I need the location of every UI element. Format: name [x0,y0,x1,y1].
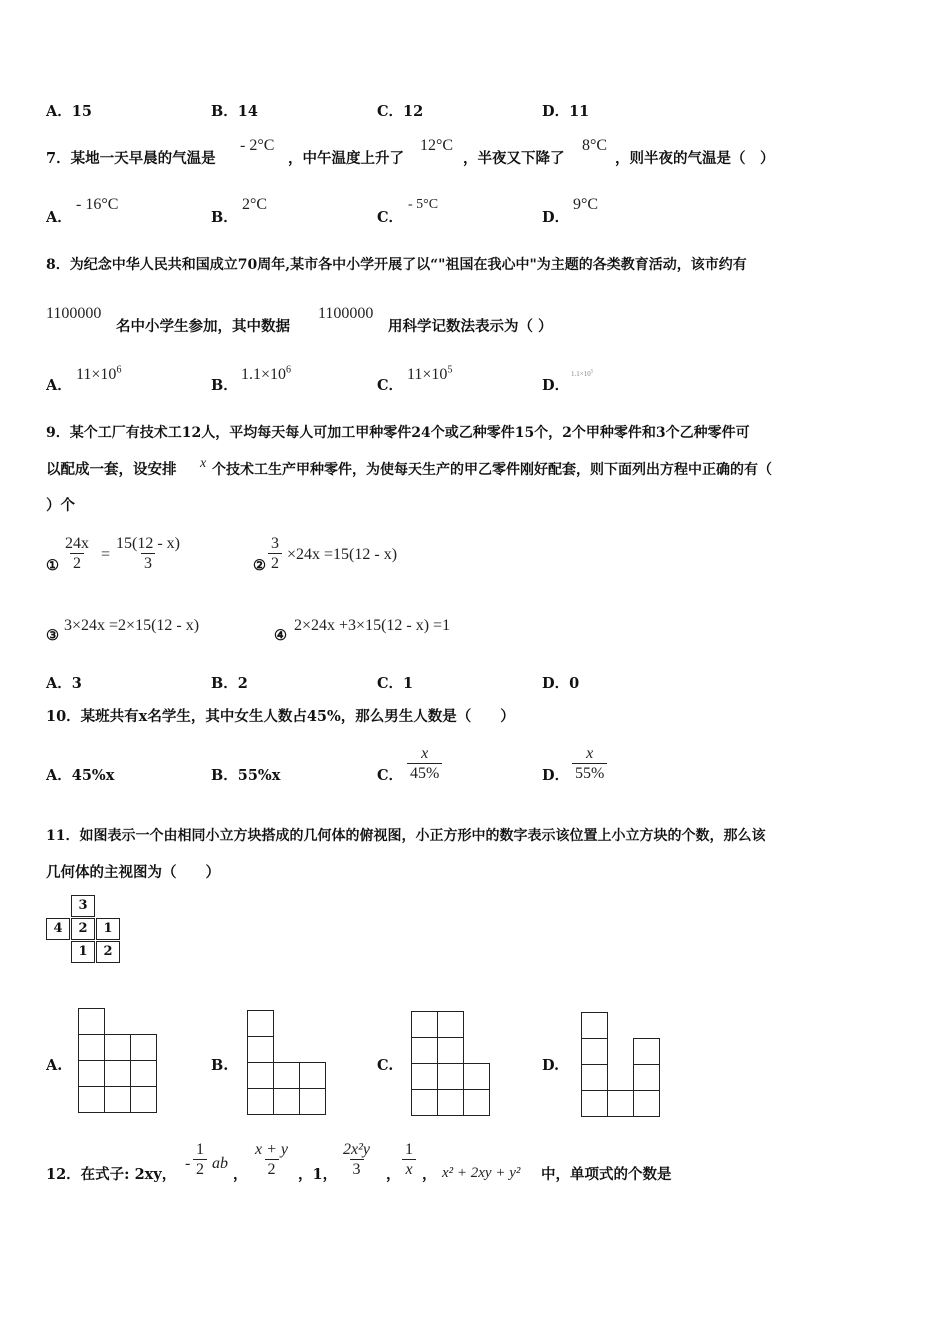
front-view-cube [437,1063,464,1090]
q11-option-a-label: A. [46,1057,63,1074]
q11-option-a-front-view [78,1008,158,1116]
top-view-cell: 2 [71,918,95,940]
q9-eq2-fraction [268,534,282,574]
q7-value-3: 8°C [582,137,608,154]
front-view-cube [437,1011,464,1038]
front-view-cube [633,1038,660,1065]
q7-stem-1: 7．某地一天早晨的气温是 [46,150,216,167]
q6-option-b: B．14 [211,103,258,120]
front-view-cube [437,1089,464,1116]
top-view-cell: 3 [71,895,95,917]
q12-sep-1: ， [233,1166,248,1183]
q8-number-2: 1100000 [318,305,374,322]
q12-f1-tail: ab [212,1155,228,1172]
q10-option-d-den: 55% [572,763,607,784]
q10-option-b: B．55%x [211,767,281,784]
q9-option-a: A．3 [46,675,82,692]
q12-fraction-2 [252,1140,291,1180]
q9-eq3-mark: ③ [46,627,59,644]
front-view-cube [463,1089,490,1116]
q8-stem-2: 名中小学生参加，其中数据 [116,318,290,335]
q9-eq2-num: 3 [271,535,279,552]
q9-option-b: B．2 [211,675,248,692]
q11-option-d-label: D. [542,1057,560,1074]
front-view-cube [411,1011,438,1038]
front-view-cube [104,1060,131,1087]
q12-f4-num: 1 [405,1141,413,1158]
q9-eq4: 2×24x +3×15(12 - x) =1 [294,617,451,634]
q7-option-d-value: 9°C [573,196,599,213]
front-view-cube [78,1060,105,1087]
q8-option-c-value: $11\times 10^5$ [407,364,453,383]
q10-option-d-num: x [586,745,594,762]
front-view-cube [247,1062,274,1089]
q10-option-c-label: C． [377,767,404,784]
top-view-cell: 4 [46,918,70,940]
q11-option-d-front-view [581,1012,661,1120]
q7-stem-3: ，半夜又下降了 [463,150,565,167]
q12-sep-2: ，1， [298,1166,338,1183]
q7-value-2: 12°C [420,137,454,154]
q9-eq2-mark: ② [253,557,266,574]
q9-option-c: C．1 [377,675,414,692]
q12-fraction-4 [402,1140,416,1180]
q12-f3-den: 3 [350,1159,364,1180]
q7-stem-2: ，中午温度上升了 [288,150,404,167]
front-view-cube [78,1034,105,1061]
q8-option-d-value: $1.1\times 10^5$ [571,369,594,378]
q6-option-d: D．11 [542,103,590,120]
q11-option-b-front-view [247,1010,327,1118]
q7-option-c-label: C． [377,209,404,226]
front-view-cube [130,1060,157,1087]
q8-option-c-label: C． [377,377,404,394]
q11-option-b-label: B. [211,1057,229,1074]
q12-f1-sign: - [185,1155,191,1172]
q12-f1-num: 1 [196,1141,204,1158]
top-view-cell: 1 [71,941,95,963]
q9-eq1-equals: = [101,546,111,563]
q7-option-b-value: 2°C [242,196,268,213]
q9-stem-2b: 个技术工生产甲种零件，为使每天生产的甲乙零件刚好配套，则下面列出方程中正确的有（ [212,462,772,478]
front-view-cube [273,1088,300,1115]
q12-sep-4: ， [422,1166,437,1183]
q9-eq2-den: 2 [268,553,282,574]
front-view-cube [607,1090,634,1117]
q9-eq1-left-fraction [62,534,92,574]
q12-polynomial: x² + 2xy + y² [442,1165,521,1181]
q9-eq2-rest: ×24x =15(12 - x) [287,546,398,563]
q7-option-c-value: - 5°C [408,197,439,212]
front-view-cube [104,1034,131,1061]
front-view-cube [581,1012,608,1039]
front-view-cube [247,1088,274,1115]
top-view-grid [46,895,126,965]
q12-f2-den: 2 [265,1159,279,1180]
q9-eq1-left-num: 24x [65,535,89,552]
front-view-cube [411,1089,438,1116]
q10-option-a: A．45%x [46,767,115,784]
q7-option-a-label: A． [46,209,72,226]
q9-eq3: 3×24x =2×15(12 - x) [64,617,200,634]
q9-stem-3: ）个 [46,497,75,514]
q12-fraction-3 [340,1140,373,1180]
front-view-cube [104,1086,131,1113]
front-view-cube [633,1090,660,1117]
q11-option-c-label: C. [377,1057,394,1074]
q10-option-c-num: x [421,745,429,762]
q8-option-d-label: D． [542,377,570,394]
q7-value-1: - 2°C [240,137,275,154]
front-view-cube [437,1037,464,1064]
front-view-cube [411,1037,438,1064]
top-view-cell: 2 [96,941,120,963]
front-view-cube [78,1086,105,1113]
front-view-cube [130,1086,157,1113]
q11-stem-1: 11．如图表示一个由相同小立方块搭成的几何体的俯视图，小正方形中的数字表示该位置上小立方块的个数，那么该 [46,828,766,844]
q6-option-c: C．12 [377,103,424,120]
q9-eq1-right-den: 3 [141,553,155,574]
front-view-cube [130,1034,157,1061]
q9-variable: x [200,456,207,471]
front-view-cube [581,1038,608,1065]
q11-option-c-front-view [411,1011,491,1119]
q9-eq1-right-num: 15(12 - x) [116,535,180,552]
q10-option-d-fraction [572,744,607,784]
q9-eq1-left-den: 2 [70,553,84,574]
q10-option-d-label: D． [542,767,570,784]
q11-stem-2: 几何体的主视图为（ ） [46,864,220,881]
q8-option-a-value: $11\times 10^6$ [76,364,122,383]
front-view-cube [299,1062,326,1089]
q12-sep-3: ， [386,1166,401,1183]
front-view-cube [78,1008,105,1035]
q6-option-a: A．15 [46,103,92,120]
q9-option-d: D．0 [542,675,580,692]
q12-prefix: 12．在式子: 2xy， [46,1166,177,1183]
front-view-cube [247,1010,274,1037]
q12-f1-den: 2 [193,1159,207,1180]
q8-number-1: 1100000 [46,305,102,322]
q9-eq1-mark: ① [46,557,59,574]
q12-fraction-1 [193,1140,207,1180]
front-view-cube [463,1063,490,1090]
front-view-cube [273,1062,300,1089]
q8-option-b-label: B． [211,377,238,394]
q9-eq4-mark: ④ [274,627,287,644]
q8-option-b-value: $1.1\times 10^6$ [241,364,292,383]
q7-option-d-label: D． [542,209,570,226]
q7-option-a-value: - 16°C [76,196,119,213]
q8-option-a-label: A． [46,377,72,394]
q9-eq1-right-fraction [113,534,183,574]
q12-f3-num: 2x²y [343,1141,370,1158]
q8-stem-3: 用科学记数法表示为（ ） [388,318,553,335]
q10-option-c-fraction [407,744,442,784]
q12-f2-num: x + y [255,1141,288,1158]
q12-suffix: 中，单项式的个数是 [541,1166,672,1183]
q9-stem-2a: 以配成一套，设安排 [46,461,177,478]
q7-stem-4: ，则半夜的气温是（ ） [615,150,775,167]
front-view-cube [633,1064,660,1091]
front-view-cube [247,1036,274,1063]
q12-f4-den: x [402,1159,415,1180]
q10-stem: 10．某班共有x名学生，其中女生人数占45%，那么男生人数是（ ） [46,708,515,725]
q10-option-c-den: 45% [407,763,442,784]
front-view-cube [411,1063,438,1090]
front-view-cube [299,1088,326,1115]
top-view-cell: 1 [96,918,120,940]
q8-stem-1: 8．为纪念中华人民共和国成立70周年,某市各中小学开展了以“"祖国在我心中"为主题的各类教育活动，该市约有 [46,257,747,273]
q9-stem-1: 9．某个工厂有技术工12人，平均每天每人可加工甲种零件24个或乙种零件15个，2个甲种零件和3个乙种零件可 [46,425,750,441]
q7-option-b-label: B． [211,209,238,226]
front-view-cube [581,1090,608,1117]
front-view-cube [581,1064,608,1091]
